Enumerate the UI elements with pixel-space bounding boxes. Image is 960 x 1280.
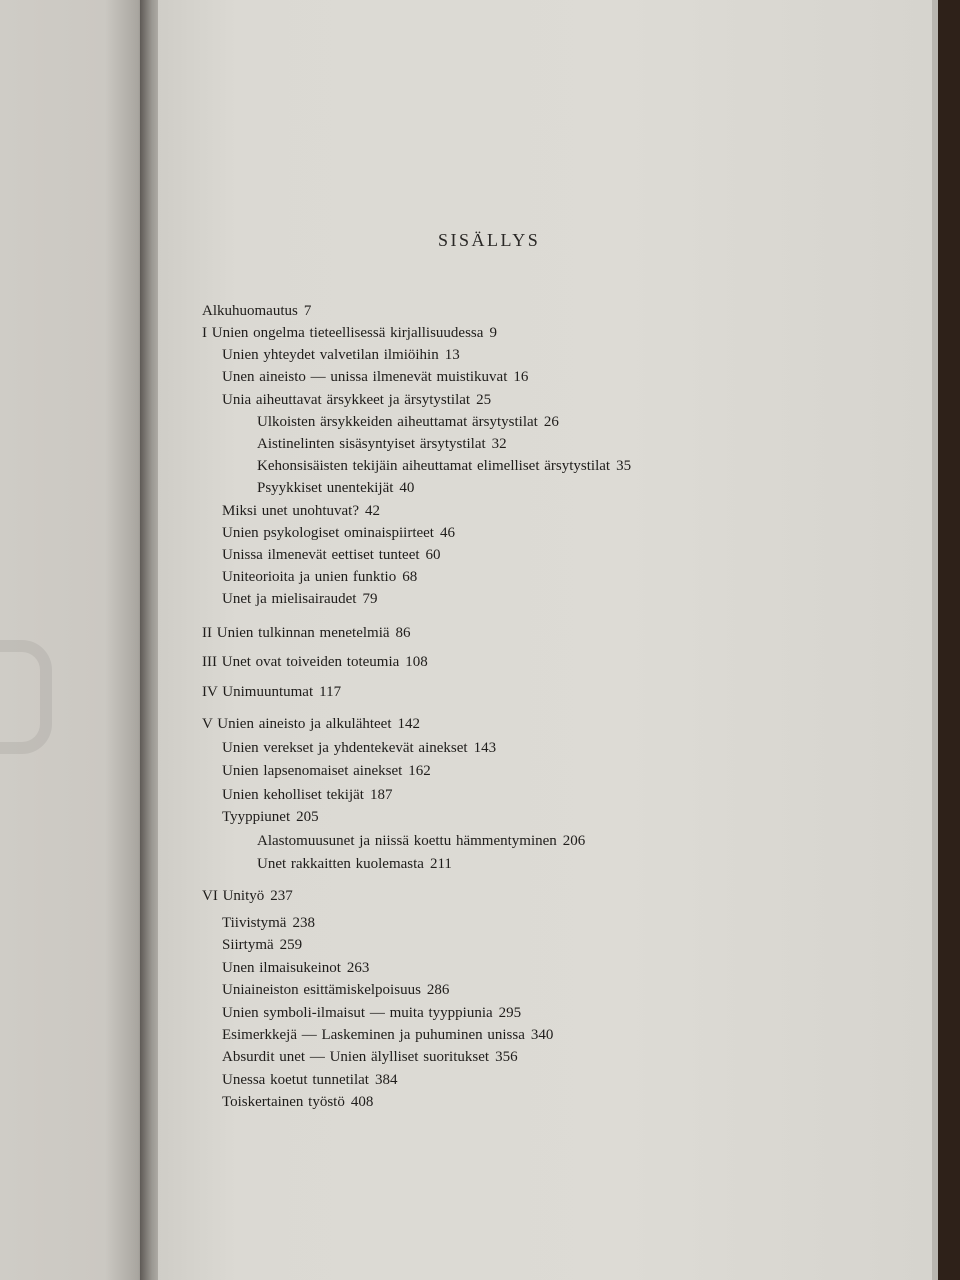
toc-entry-title: Unien lapsenomaiset ainekset xyxy=(222,763,403,779)
toc-entry xyxy=(257,856,452,873)
left-page xyxy=(0,0,150,1280)
toc-entry-page: 42 xyxy=(365,503,380,519)
toc-entry-page: 79 xyxy=(362,591,378,607)
toc-entry-title: Unissa ilmenevät eettiset tunteet xyxy=(222,547,420,563)
toc-entry-page: 162 xyxy=(408,763,431,779)
toc-entry xyxy=(202,888,293,905)
toc-entry-title: Uniteorioita ja unien funktio xyxy=(222,569,397,585)
toc-entry xyxy=(222,547,441,564)
toc-entry-page: 7 xyxy=(303,303,312,319)
toc-entry-title: Unen ilmaisukeinot xyxy=(222,960,341,976)
toc-entry xyxy=(222,525,455,542)
toc-entry-title: Unien keholliset tekijät xyxy=(222,787,364,803)
toc-entry xyxy=(222,915,315,932)
toc-entry-page: 9 xyxy=(489,325,497,341)
toc-entry xyxy=(202,716,420,733)
toc-entry-page: 205 xyxy=(296,809,319,825)
toc-entry-page: 108 xyxy=(405,654,428,670)
toc-entry-page: 40 xyxy=(399,480,415,496)
toc-entry-page: 142 xyxy=(397,716,421,732)
toc-entry xyxy=(222,937,302,954)
toc-entry xyxy=(257,436,507,453)
toc-entry-title: IV Unimuuntumat xyxy=(202,684,314,700)
toc-entry-title: Unien verekset ja yhdentekevät ainekset xyxy=(222,740,468,756)
toc-entry-title: Unet rakkaitten kuolemasta xyxy=(257,856,424,872)
toc-entry-title: Unessa koetut tunnetilat xyxy=(222,1072,369,1088)
page-edge xyxy=(932,0,938,1280)
toc-entry-page: 259 xyxy=(279,937,303,953)
toc-entry-title: Psyykkiset unentekijät xyxy=(257,480,394,496)
toc-entry-title: Unen aineisto — unissa ilmenevät muistikuvat xyxy=(222,369,508,385)
toc-entry xyxy=(202,303,311,320)
toc-entry-page: 340 xyxy=(530,1027,554,1043)
toc-entry xyxy=(202,654,428,671)
toc-entry-page: 211 xyxy=(429,856,452,872)
toc-entry xyxy=(202,684,341,701)
toc-entry xyxy=(222,982,449,999)
toc-entry-page: 60 xyxy=(425,547,441,563)
toc-entry xyxy=(202,325,497,342)
toc-entry xyxy=(257,414,559,431)
toc-entry xyxy=(222,960,369,977)
toc-entry-title: V Unien aineisto ja alkulähteet xyxy=(202,716,392,732)
toc-entry xyxy=(222,787,392,804)
toc-entry xyxy=(222,1027,553,1044)
toc-entry xyxy=(257,458,631,475)
toc-entry xyxy=(222,591,377,608)
toc-entry-title: Unien yhteydet valvetilan ilmiöihin xyxy=(222,347,439,363)
toc-entry xyxy=(202,625,411,642)
toc-entry-title: Miksi unet unohtuvat? xyxy=(222,503,359,519)
toc-entry-title: Tyyppiunet xyxy=(222,809,291,825)
toc-entry-page: 263 xyxy=(346,960,370,976)
toc-entry-title: Unet ja mielisairaudet xyxy=(222,591,357,607)
toc-entry xyxy=(222,1005,521,1022)
toc-entry xyxy=(257,480,414,497)
toc-entry-page: 356 xyxy=(495,1049,518,1065)
toc-entry-page: 117 xyxy=(319,684,342,700)
toc-entry-page: 32 xyxy=(491,436,507,452)
page-title: SISÄLLYS xyxy=(438,230,541,250)
toc-entry-page: 206 xyxy=(562,833,586,849)
toc-entry-title: II Unien tulkinnan menetelmiä xyxy=(202,625,390,641)
toc-entry xyxy=(222,1049,518,1066)
toc-entry-page: 25 xyxy=(476,392,492,408)
toc-entry-page: 68 xyxy=(402,569,418,585)
toc-entry-title: Aistinelinten sisäsyntyiset ärsytystilat xyxy=(257,436,486,452)
toc-entry-page: 46 xyxy=(439,525,455,541)
show-through-letter xyxy=(0,640,52,754)
toc-entry xyxy=(222,347,460,364)
toc-entry xyxy=(222,569,417,586)
toc-entry-title: Tiivistymä xyxy=(222,915,287,931)
toc-entry xyxy=(222,1094,373,1111)
toc-entry-page: 384 xyxy=(374,1072,398,1088)
toc-entry-page: 187 xyxy=(369,787,393,803)
toc-entry xyxy=(222,740,496,757)
toc-entry-page: 26 xyxy=(543,414,559,430)
toc-entry xyxy=(222,503,380,520)
toc-entry-page: 13 xyxy=(444,347,460,363)
toc-entry xyxy=(257,833,585,850)
toc-entry-page: 35 xyxy=(616,458,632,474)
toc-entry-title: Kehonsisäisten tekijäin aiheuttamat elimelliset ärsytystilat xyxy=(257,458,611,474)
toc-entry xyxy=(222,809,319,826)
toc-entry-title: Alastomuusunet ja niissä koettu hämmentyminen xyxy=(257,833,557,849)
toc-entry-title: Toiskertainen työstö xyxy=(222,1094,345,1110)
toc-entry-page: 237 xyxy=(270,888,293,904)
toc-entry-title: I Unien ongelma tieteellisessä kirjallisuudessa xyxy=(202,325,484,341)
toc-entry-title: Alkuhuomautus xyxy=(202,303,298,319)
toc-entry-title: Unia aiheuttavat ärsykkeet ja ärsytystilat xyxy=(222,392,471,408)
toc-entry-title: Uniaineiston esittämiskelpoisuus xyxy=(222,982,421,998)
toc-entry xyxy=(222,392,491,409)
toc-entry-title: III Unet ovat toiveiden toteumia xyxy=(202,654,400,670)
toc-entry-page: 408 xyxy=(350,1094,374,1110)
toc-entry xyxy=(222,369,528,386)
toc-entry-title: Absurdit unet — Unien älylliset suoritukset xyxy=(222,1049,490,1065)
toc-entry-page: 86 xyxy=(395,625,411,641)
toc-entry-page: 143 xyxy=(473,740,497,756)
toc-entry-page: 16 xyxy=(513,369,529,385)
toc-entry-title: Siirtymä xyxy=(222,937,274,953)
toc-entry-title: Ulkoisten ärsykkeiden aiheuttamat ärsytystilat xyxy=(257,414,538,430)
toc-entry xyxy=(222,1072,397,1089)
toc-entry-title: Esimerkkejä — Laskeminen ja puhuminen unissa xyxy=(222,1027,525,1043)
toc-entry-title: Unien psykologiset ominaispiirteet xyxy=(222,525,434,541)
toc-entry-title: VI Unityö xyxy=(202,888,265,904)
toc-entry-title: Unien symboli-ilmaisut — muita tyyppiunia xyxy=(222,1005,493,1021)
toc-entry-page: 295 xyxy=(498,1005,522,1021)
toc-entry-page: 238 xyxy=(292,915,315,931)
toc-entry xyxy=(222,763,431,780)
toc-entry-page: 286 xyxy=(426,982,450,998)
